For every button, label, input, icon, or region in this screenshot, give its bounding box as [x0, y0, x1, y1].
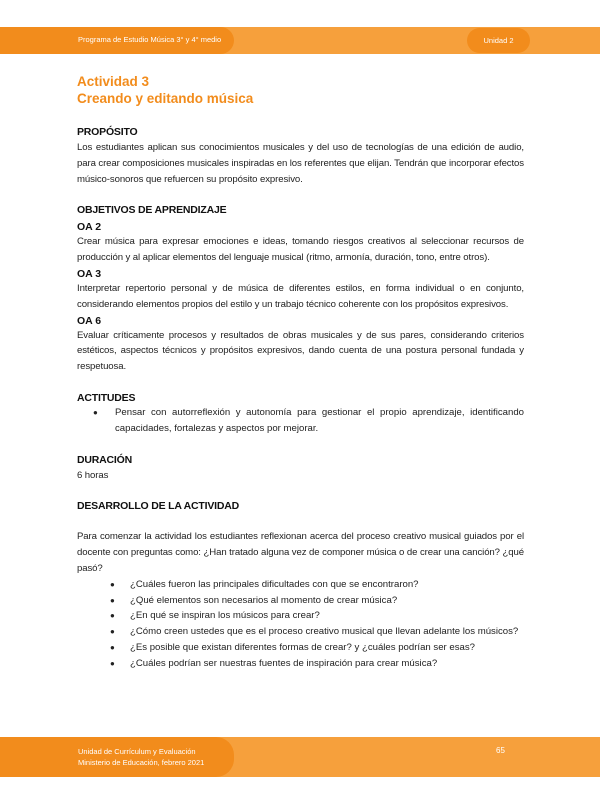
development-heading: DESARROLLO DE LA ACTIVIDAD	[77, 500, 240, 513]
list-item	[77, 640, 524, 656]
bullet-icon: ●	[110, 611, 115, 621]
footer-line-1: Unidad de Currículum y Evaluación	[78, 747, 196, 756]
footer-credits	[78, 746, 204, 768]
page-content	[77, 73, 524, 672]
oa-text: Evaluar críticamente procesos y resultados de obras musicales y de sus pares, considerando criterios estéticos, aspectos técnicos y propósitos expresivos, dando cuenta de una postura personal fundada y respetuosa.	[77, 329, 524, 373]
questions-list	[77, 577, 524, 672]
attitudes-list	[77, 405, 524, 437]
oa-code: OA 2	[77, 221, 102, 234]
oa-text: Crear música para expresar emociones e ideas, tomando riesgos creativos al seleccionar recursos de producción y al aplicar elementos del lenguaje musical (ritmo, armonía, duración, tono, entre otros).	[77, 236, 524, 264]
activity-title: Creando y editando música	[77, 91, 254, 106]
page-number: 65	[496, 746, 505, 755]
question-text: ¿Cuáles podrían ser nuestras fuentes de inspiración para crear música?	[130, 657, 438, 669]
development-intro: Para comenzar la actividad los estudiantes reflexionan acerca del proceso creativo musical guiados por el docente con preguntas como: ¿Han tratado alguna vez de componer música o de crear una canción? ¿qué pasó?	[77, 531, 524, 574]
list-item	[77, 577, 524, 593]
list-item	[77, 405, 524, 437]
bullet-icon: ●	[110, 595, 115, 605]
activity-number: Actividad 3	[77, 74, 150, 89]
list-item	[77, 656, 524, 672]
objectives-heading: OBJETIVOS DE APRENDIZAJE	[77, 204, 227, 217]
purpose-text: Los estudiantes aplican sus conocimientos musicales y del uso de tecnologías de una edición de audio, para crear composiciones musicales inspiradas en los referentes que elijan. Tendrán que incorporar efectos músico-sonoros que refuercen su propósito expresivo.	[77, 142, 524, 185]
question-text: ¿Es posible que existan diferentes formas de crear? y ¿cuáles podrían ser esas?	[130, 641, 476, 653]
duration-value: 6 horas	[77, 469, 109, 481]
oa-code: OA 3	[77, 267, 102, 280]
oa-code: OA 6	[77, 314, 102, 327]
bullet-icon: ●	[110, 579, 115, 589]
list-item	[77, 593, 524, 609]
list-item	[77, 608, 524, 624]
list-item	[77, 624, 524, 640]
question-text: ¿En qué se inspiran los músicos para crear?	[130, 610, 320, 622]
footer-line-2: Ministerio de Educación, febrero 2021	[78, 758, 205, 767]
duration-heading: DURACIÓN	[77, 453, 132, 466]
attitudes-heading: ACTITUDES	[77, 391, 136, 404]
question-text: ¿Cuáles fueron las principales dificultades con que se encontraron?	[130, 578, 419, 590]
bullet-icon: ●	[110, 658, 115, 668]
purpose-heading: PROPÓSITO	[77, 126, 138, 138]
bullet-icon: ●	[93, 407, 98, 417]
question-text: ¿Qué elementos son necesarios al momento de crear música?	[130, 594, 398, 606]
header-program-tab	[0, 27, 234, 54]
header-program-label: Programa de Estudio Música 3° y 4° medio	[78, 35, 222, 44]
oa-text: Interpretar repertorio personal y de música de diferentes estilos, en forma individual o en conjunto, considerando elementos propios del estilo y un trabajo técnico coherente con los propósitos expresivos.	[77, 282, 524, 310]
unit-badge	[467, 28, 530, 53]
attitude-text: Pensar con autorreflexión y autonomía para gestionar el propio aprendizaje, identificando capacidades, fortalezas y aspectos por mejorar.	[115, 406, 524, 434]
bullet-icon: ●	[110, 627, 115, 637]
unit-badge-label: Unidad 2	[483, 36, 514, 45]
bullet-icon: ●	[110, 642, 115, 652]
question-text: ¿Cómo creen ustedes que es el proceso creativo musical que llevan adelante los músicos?	[130, 626, 519, 638]
